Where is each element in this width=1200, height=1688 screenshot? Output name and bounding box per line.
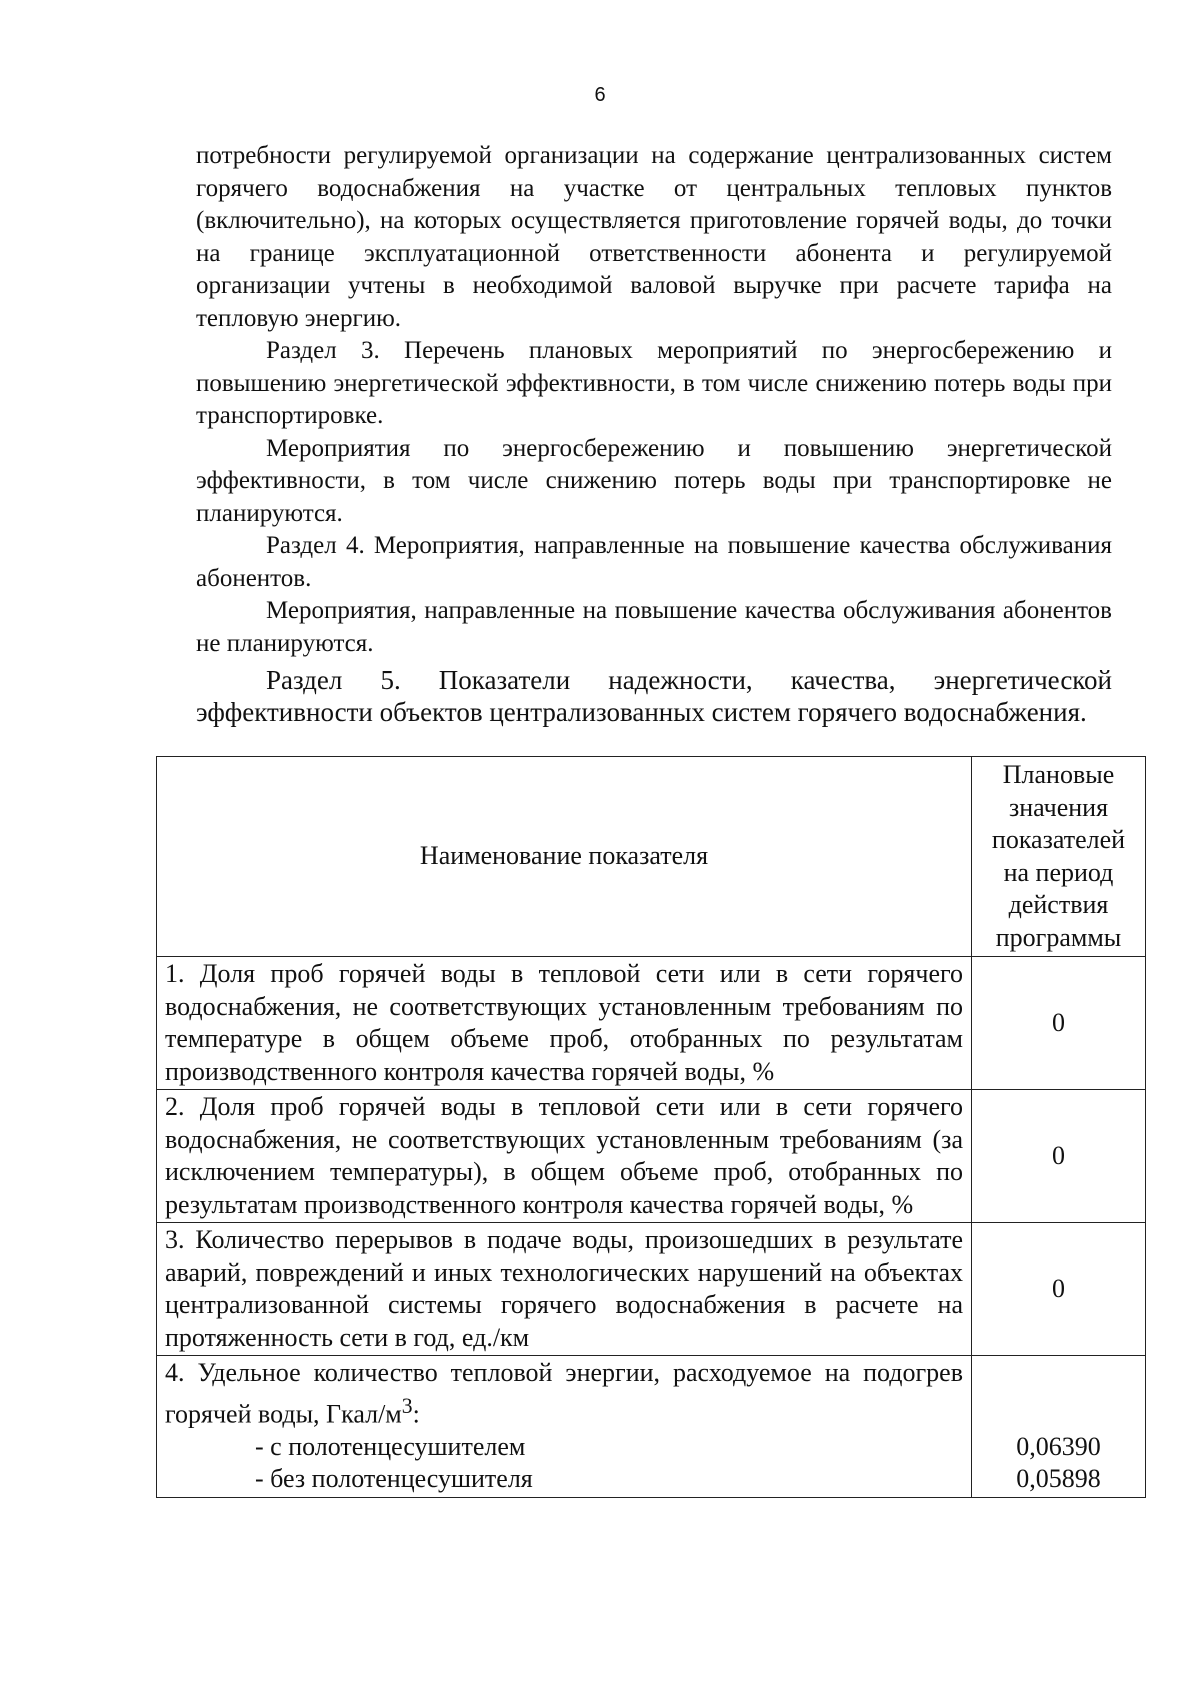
indicators-table [156,756,1146,1498]
indicator-name: 3. Количество перерывов в подаче воды, произошедших в результате аварий, повреждений и иных технологических нарушений на объектах централизованной системы горячего водоснабжения в расчете на протяженность сети в год, ед./км [157,1223,972,1356]
indicator-4-unit-superscript: 3 [401,1393,413,1418]
header-planned-values: Плановые значения показателей на период действия программы [972,757,1146,957]
indicator-4-title-tail: : [412,1399,420,1429]
indicator-4-title-main: 4. Удельное количество тепловой энергии, расходуемое на подогрев горячей воды, Гкал/м [165,1358,963,1429]
paragraph-continuation: потребности регулируемой организации на содержание централизованных систем горячего водоснабжения на участке от центральных тепловых пунктов (включительно), на которых осуществляется приготовление горячей воды, до точки на границе эксплуатационной ответственности абонента и регулируемой организации учтены в необходимой валовой выручке при расчете тарифа на тепловую энергию. [196,142,1112,332]
indicator-4-sub-without-towel-dryer: - без полотенцесушителя [255,1464,533,1494]
page-number: 6 [594,84,606,106]
indicator-4-values [972,1356,1146,1498]
table-row [157,1356,1146,1498]
section-3-heading: Раздел 3. Перечень плановых мероприятий по энергосбережению и повышению энергетической эффективности, в том числе снижению потерь воды при транспортировке. [196,337,1112,429]
section-5-heading: Раздел 5. Показатели надежности, качества, энергетической эффективности объектов централизованных систем горячего водоснабжения. [196,665,1112,727]
header-indicator-name: Наименование показателя [157,757,972,957]
indicator-value: 0 [972,1090,1146,1223]
table-header-row [157,757,1146,957]
body-text [196,140,1112,660]
indicator-name: 2. Доля проб горячей воды в тепловой сети или в сети горячего водоснабжения, не соответствующих установленным требованиям (за исключением температуры), в общем объеме проб, отобранных по результатам производственного контроля качества горячей воды, % [157,1090,972,1223]
section-3-text: Мероприятия по энергосбережению и повышению энергетической эффективности, в том числе снижению потерь воды при транспортировке не планируются. [196,434,1112,527]
section-4-text: Мероприятия, направленные на повышение качества обслуживания абонентов не планируются. [196,597,1112,657]
indicator-4-title [165,1357,963,1431]
section-4-heading: Раздел 4. Мероприятия, направленные на повышение качества обслуживания абонентов. [196,532,1112,592]
table-row [157,1223,1146,1356]
indicator-value: 0 [972,957,1146,1090]
indicator-4-sub-with-towel-dryer: - с полотенцесушителем [255,1431,526,1461]
indicator-value: 0 [972,1223,1146,1356]
table-row [157,957,1146,1090]
indicator-name: 1. Доля проб горячей воды в тепловой сети или в сети горячего водоснабжения, не соответствующих установленным требованиям по температуре в общем объеме проб, отобранных по результатам производственного контроля качества горячей воды, % [157,957,972,1090]
table-row [157,1090,1146,1223]
indicator-name [157,1356,972,1498]
indicator-4-value-with-towel-dryer: 0,06390 [1016,1431,1101,1461]
indicator-4-value-without-towel-dryer: 0,05898 [1016,1464,1101,1494]
